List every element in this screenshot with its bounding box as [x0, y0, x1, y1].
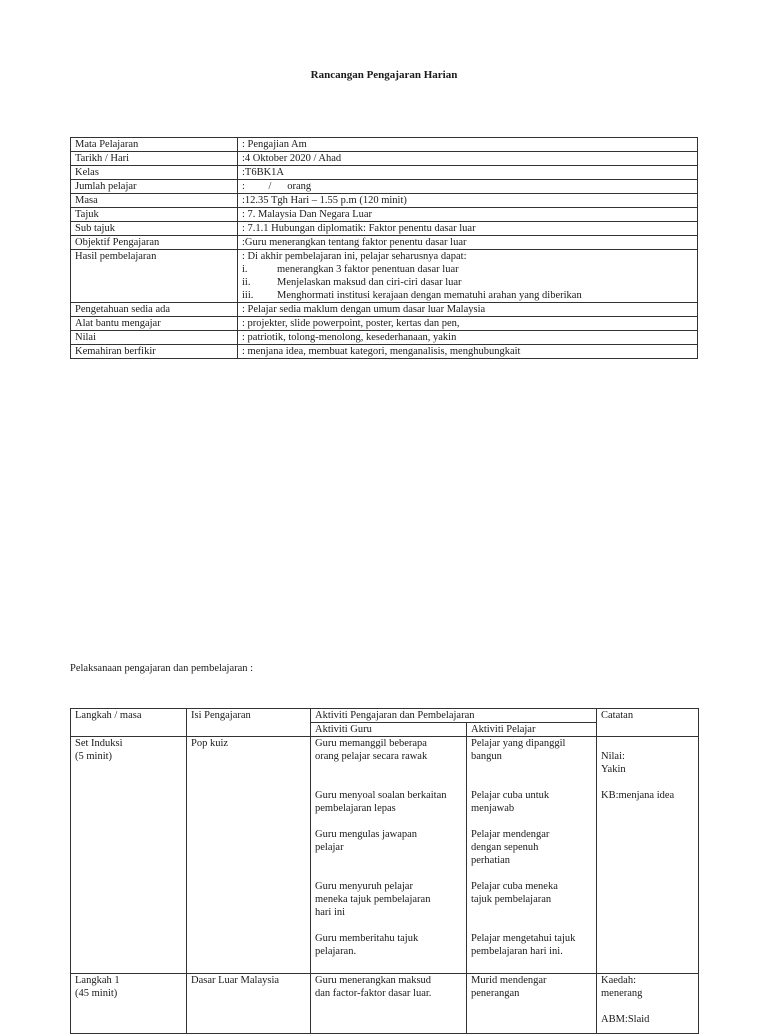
pelajar-cell	[467, 737, 597, 974]
info-row	[71, 194, 698, 208]
langkah-name: Langkah 1	[75, 975, 120, 986]
info-value: : projekter, slide powerpoint, poster, kertas dan pen,	[238, 317, 698, 331]
langkah-name: Set Induksi	[75, 738, 123, 749]
catatan-line: KB:menjana idea	[601, 790, 675, 801]
plan-row-set-induksi	[71, 737, 699, 974]
info-row	[71, 152, 698, 166]
hasil-item-text: Menghormati institusi kerajaan dengan mematuhi arahan yang diberikan	[277, 290, 582, 301]
info-label: Masa	[71, 194, 238, 208]
guru-line: Guru mengulas jawapan	[315, 829, 418, 840]
guru-line: orang pelajar secara rawak	[315, 751, 428, 762]
guru-cell	[311, 737, 467, 974]
page-title: Rancangan Pengajaran Harian	[310, 69, 458, 81]
header-langkah: Langkah / masa	[71, 709, 187, 737]
info-value	[238, 250, 698, 303]
hasil-intro: : Di akhir pembelajaran ini, pelajar seharusnya dapat:	[242, 251, 467, 262]
pelajar-line: Pelajar cuba untuk	[471, 790, 550, 801]
hasil-item-num: i.	[242, 264, 248, 275]
pelajar-line: Pelajar mengetahui tajuk	[471, 933, 576, 944]
pelajar-line: tajuk pembelajaran	[471, 894, 552, 905]
info-value: :4 Oktober 2020 / Ahad	[238, 152, 698, 166]
info-row	[71, 331, 698, 345]
guru-line: Guru memberitahu tajuk	[315, 933, 419, 944]
catatan-cell	[597, 737, 699, 974]
lesson-info-table	[70, 137, 698, 359]
info-row	[71, 236, 698, 250]
info-value: :12.35 Tgh Hari – 1.55 p.m (120 minit)	[238, 194, 698, 208]
hasil-item-num: ii.	[242, 277, 251, 288]
pelajar-cell	[467, 974, 597, 1034]
pelajar-line: Pelajar yang dipanggil	[471, 738, 566, 749]
header-guru: Aktiviti Guru	[311, 723, 467, 737]
teaching-plan-table	[70, 708, 699, 1034]
pelajar-line: pembelajaran hari ini.	[471, 946, 563, 957]
plan-row-langkah-1	[71, 974, 699, 1034]
catatan-line: Yakin	[601, 764, 626, 775]
info-label: Tajuk	[71, 208, 238, 222]
guru-line: hari ini	[315, 907, 346, 918]
info-value: : Pelajar sedia maklum dengan umum dasar luar Malaysia	[238, 303, 698, 317]
header-pelajar: Aktiviti Pelajar	[467, 723, 597, 737]
hasil-item-text: Menjelaskan maksud dan ciri-ciri dasar luar	[277, 277, 462, 288]
info-label: Jumlah pelajar	[71, 180, 238, 194]
info-row	[71, 317, 698, 331]
langkah-cell	[71, 737, 187, 974]
hasil-item-num: iii.	[242, 290, 254, 301]
pelajar-line: Pelajar mendengar	[471, 829, 550, 840]
info-row	[71, 180, 698, 194]
info-label: Pengetahuan sedia ada	[71, 303, 238, 317]
guru-line: meneka tajuk pembelajaran	[315, 894, 431, 905]
hasil-item	[242, 263, 693, 276]
catatan-cell	[597, 974, 699, 1034]
info-value: : 7. Malaysia Dan Negara Luar	[238, 208, 698, 222]
langkah-cell	[71, 974, 187, 1034]
info-label: Nilai	[71, 331, 238, 345]
pelajar-line: perhatian	[471, 855, 511, 866]
info-label: Mata Pelajaran	[71, 138, 238, 152]
pelajar-line: dengan sepenuh	[471, 842, 539, 853]
catatan-line: Kaedah:	[601, 975, 636, 986]
guru-line: Guru menyuruh pelajar	[315, 881, 413, 892]
catatan-line: ABM:Slaid	[601, 1014, 650, 1025]
pelajar-line: Murid mendengar	[471, 975, 547, 986]
hasil-item	[242, 289, 693, 302]
info-value: : Pengajian Am	[238, 138, 698, 152]
pelajar-line: menjawab	[471, 803, 515, 814]
isi-cell: Pop kuiz	[187, 737, 311, 974]
info-value: :Guru menerangkan tentang faktor penentu dasar luar	[238, 236, 698, 250]
langkah-masa: (5 minit)	[75, 751, 113, 762]
catatan-line: Nilai:	[601, 751, 625, 762]
guru-line: Guru menyoal soalan berkaitan	[315, 790, 447, 801]
guru-line: pembelajaran lepas	[315, 803, 396, 814]
pelajar-line: bangun	[471, 751, 502, 762]
plan-header-row	[71, 709, 699, 723]
guru-line: dan factor-faktor dasar luar.	[315, 988, 432, 999]
info-value: : patriotik, tolong-menolong, kesederhanaan, yakin	[238, 331, 698, 345]
hasil-item	[242, 276, 693, 289]
info-label: Objektif Pengajaran	[71, 236, 238, 250]
guru-line: Guru memanggil beberapa	[315, 738, 427, 749]
pelajar-line: Pelajar cuba meneka	[471, 881, 558, 892]
pelajar-line: penerangan	[471, 988, 520, 999]
info-row	[71, 138, 698, 152]
info-label: Kelas	[71, 166, 238, 180]
info-label: Alat bantu mengajar	[71, 317, 238, 331]
info-value: : menjana idea, membuat kategori, menganalisis, menghubungkait	[238, 345, 698, 359]
info-row	[71, 303, 698, 317]
info-label: Sub tajuk	[71, 222, 238, 236]
info-label: Hasil pembelajaran	[71, 250, 238, 303]
catatan-line: menerang	[601, 988, 643, 999]
guru-line: pelajar	[315, 842, 344, 853]
langkah-masa: (45 minit)	[75, 988, 118, 999]
header-aktiviti: Aktiviti Pengajaran dan Pembelajaran	[311, 709, 597, 723]
info-row	[71, 208, 698, 222]
info-label: Tarikh / Hari	[71, 152, 238, 166]
info-value: : 7.1.1 Hubungan diplomatik: Faktor penentu dasar luar	[238, 222, 698, 236]
info-row	[71, 345, 698, 359]
header-catatan: Catatan	[597, 709, 699, 737]
header-isi: Isi Pengajaran	[187, 709, 311, 737]
info-value: :T6BK1A	[238, 166, 698, 180]
guru-line: pelajaran.	[315, 946, 357, 957]
hasil-item-text: menerangkan 3 faktor penentuan dasar luar	[277, 264, 459, 275]
guru-line: Guru menerangkan maksud	[315, 975, 432, 986]
info-value: : / orang	[238, 180, 698, 194]
info-row-hasil	[71, 250, 698, 303]
info-row	[71, 222, 698, 236]
guru-cell	[311, 974, 467, 1034]
section-label: Pelaksanaan pengajaran dan pembelajaran :	[70, 663, 254, 674]
isi-cell: Dasar Luar Malaysia	[187, 974, 311, 1034]
info-row	[71, 166, 698, 180]
info-label: Kemahiran berfikir	[71, 345, 238, 359]
